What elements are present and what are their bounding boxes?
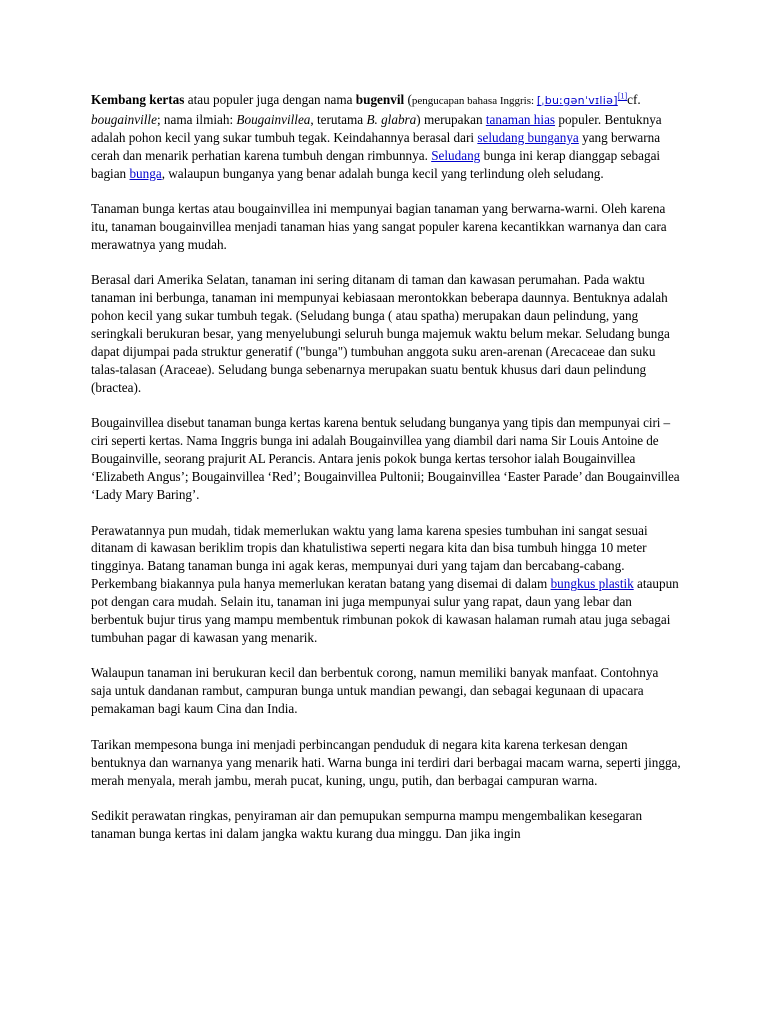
italic-b-glabra: B. glabra — [366, 111, 417, 127]
footnote-link[interactable]: [1] — [617, 91, 628, 101]
paragraph-5-text-2: ataupun pot dengan cara mudah. Selain itu, tanaman ini juga mempunyai sulur yang rapat, daun yang lebar dan berbentuk bujur tirus yang mampu membentuk rimbunan pokok di kawasan halaman rumah atau juga sebagai tumbuhan pagar di kawasan yang menarik. — [91, 576, 679, 645]
intro-text-10: , walaupun bunganya yang benar adalah bunga kecil yang terlindung oleh seludang. — [161, 165, 604, 181]
intro-text-2: ( — [404, 92, 412, 107]
italic-bougainville: bougainville — [91, 111, 157, 127]
intro-text-6: ) merupakan — [416, 111, 486, 127]
intro-text-4: ; nama ilmiah: — [156, 111, 237, 127]
intro-text-3: cf. — [627, 92, 641, 107]
link-seludang[interactable]: Seludang — [431, 147, 481, 163]
link-seludang-bunganya[interactable]: seludang bunganya — [477, 129, 579, 145]
paragraph-8: Sedikit perawatan ringkas, penyiraman air dan pemupukan sempurna mampu mengembalikan kesegaran tanaman bunga kertas ini dalam jangka waktu kurang dua minggu. Dan jika ingin — [91, 808, 643, 841]
document-page — [91, 91, 681, 860]
intro-text-5: , terutama — [310, 111, 367, 127]
paragraph-5-text-1: Perawatannya pun mudah, tidak memerlukan waktu yang lama karena spesies tumbuhan ini sangat sesuai ditanam di kawasan beriklim tropis dan khatulistiwa seperti negara kita dan bisa tumbuh hingga 10 meter tingginya. Batang tanaman bunga ini agak keras, mempunyai duri yang tajam dan bercabang-cabang. Perkembang biakannya pula hanya memerlukan keratan batang yang disemai di dalam — [91, 522, 648, 592]
intro-text-7: populer. Bentuknya adalah pohon kecil yang sukar tumbuh tegak. Keindahannya berasal dari — [91, 111, 662, 145]
term-kembang-kertas: Kembang kertas — [91, 92, 185, 107]
intro-text-9: bunga ini kerap dianggap sebagai bagian — [91, 147, 661, 181]
term-bugenvil: bugenvil — [355, 92, 405, 107]
paragraph-2: Tanaman bunga kertas atau bougainvillea ini mempunyai bagian tanaman yang berwarna-warni. Oleh karena itu, tanaman bougainvillea menjadi tanaman hias yang sangat populer karena kecantikkan warnanya dan cara merawatnya yang mudah. — [91, 201, 667, 252]
ipa-pronunciation-link[interactable]: [ˌbuːɡənˈvɪliə] — [536, 94, 618, 107]
paragraph-6: Walaupun tanaman ini berukuran kecil dan berbentuk corong, namun memiliki banyak manfaat. Contohnya saja untuk dandanan rambut, campuran bunga untuk mandian pewangi, dan sebagai kegunaan di upacara pemakaman bagi kaum Cina dan India. — [91, 665, 659, 717]
paragraph-5 — [91, 522, 681, 647]
paragraph-3: Berasal dari Amerika Selatan, tanaman ini sering ditanam di taman dan kawasan perumahan. Pada waktu tanaman ini berbunga, tanaman ini mempunyai kebiasaan merontokkan beberapa daunnya. Bentuknya adalah pohon kecil yang sukar tumbuh tegak. (Seludang bunga ( atau spatha) merupakan daun pelindung, yang seringkali berukuran besar, yang menyelubungi seluruh bunga majemuk waktu belum mekar. Seludang bunga dapat dijumpai pada struktur generatif ("bunga") tumbuhan anggota suku aren-arenan (Arecaceae dan suku talas-talasan (Araceae). Seludang bunga sebenarnya merupakan suatu bentuk khusus dari daun pelindung (bractea). — [91, 272, 670, 395]
paragraph-4: Bougainvillea disebut tanaman bunga kertas karena bentuk seludang bunganya yang tipis dan mempunyai ciri – ciri seperti kertas. Nama Inggris bunga ini adalah Bougainvillea yang diambil dari nama Sir Louis Antoine de Bougainville, seorang prajurit AL Perancis. Antara jenis pokok bunga kertas tersohor ialah Bougainvillea ‘Elizabeth Angus’; Bougainvillea ‘Red’; Bougainvillea Pultonii; Bougainvillea ‘Easter Parade’ dan Bougainvillea ‘Lady Mary Baring’. — [91, 415, 680, 502]
intro-text-8: yang berwarna cerah dan menarik perhatian karena tumbuh dengan rimbunnya. — [91, 129, 661, 163]
link-bungkus-plastik[interactable]: bungkus plastik — [550, 576, 634, 592]
paragraph-7: Tarikan mempesona bunga ini menjadi perbincangan penduduk di negara kita karena terkesan dengan bentuknya dan warnanya yang menarik hati. Warna bunga ini terdiri dari berbagai macam warna, seperti jingga, merah menyala, merah jambu, merah pucat, kuning, ungu, putih, dan berbagai campuran warna. — [91, 736, 681, 788]
paragraph-intro — [91, 91, 681, 183]
intro-text-1: atau populer juga dengan nama — [184, 92, 356, 107]
pronunciation-label: pengucapan bahasa Inggris: — [411, 95, 537, 107]
link-tanaman-hias[interactable]: tanaman hias — [485, 111, 556, 127]
link-bunga[interactable]: bunga — [129, 165, 162, 181]
italic-bougainvillea: Bougainvillea — [236, 111, 311, 127]
